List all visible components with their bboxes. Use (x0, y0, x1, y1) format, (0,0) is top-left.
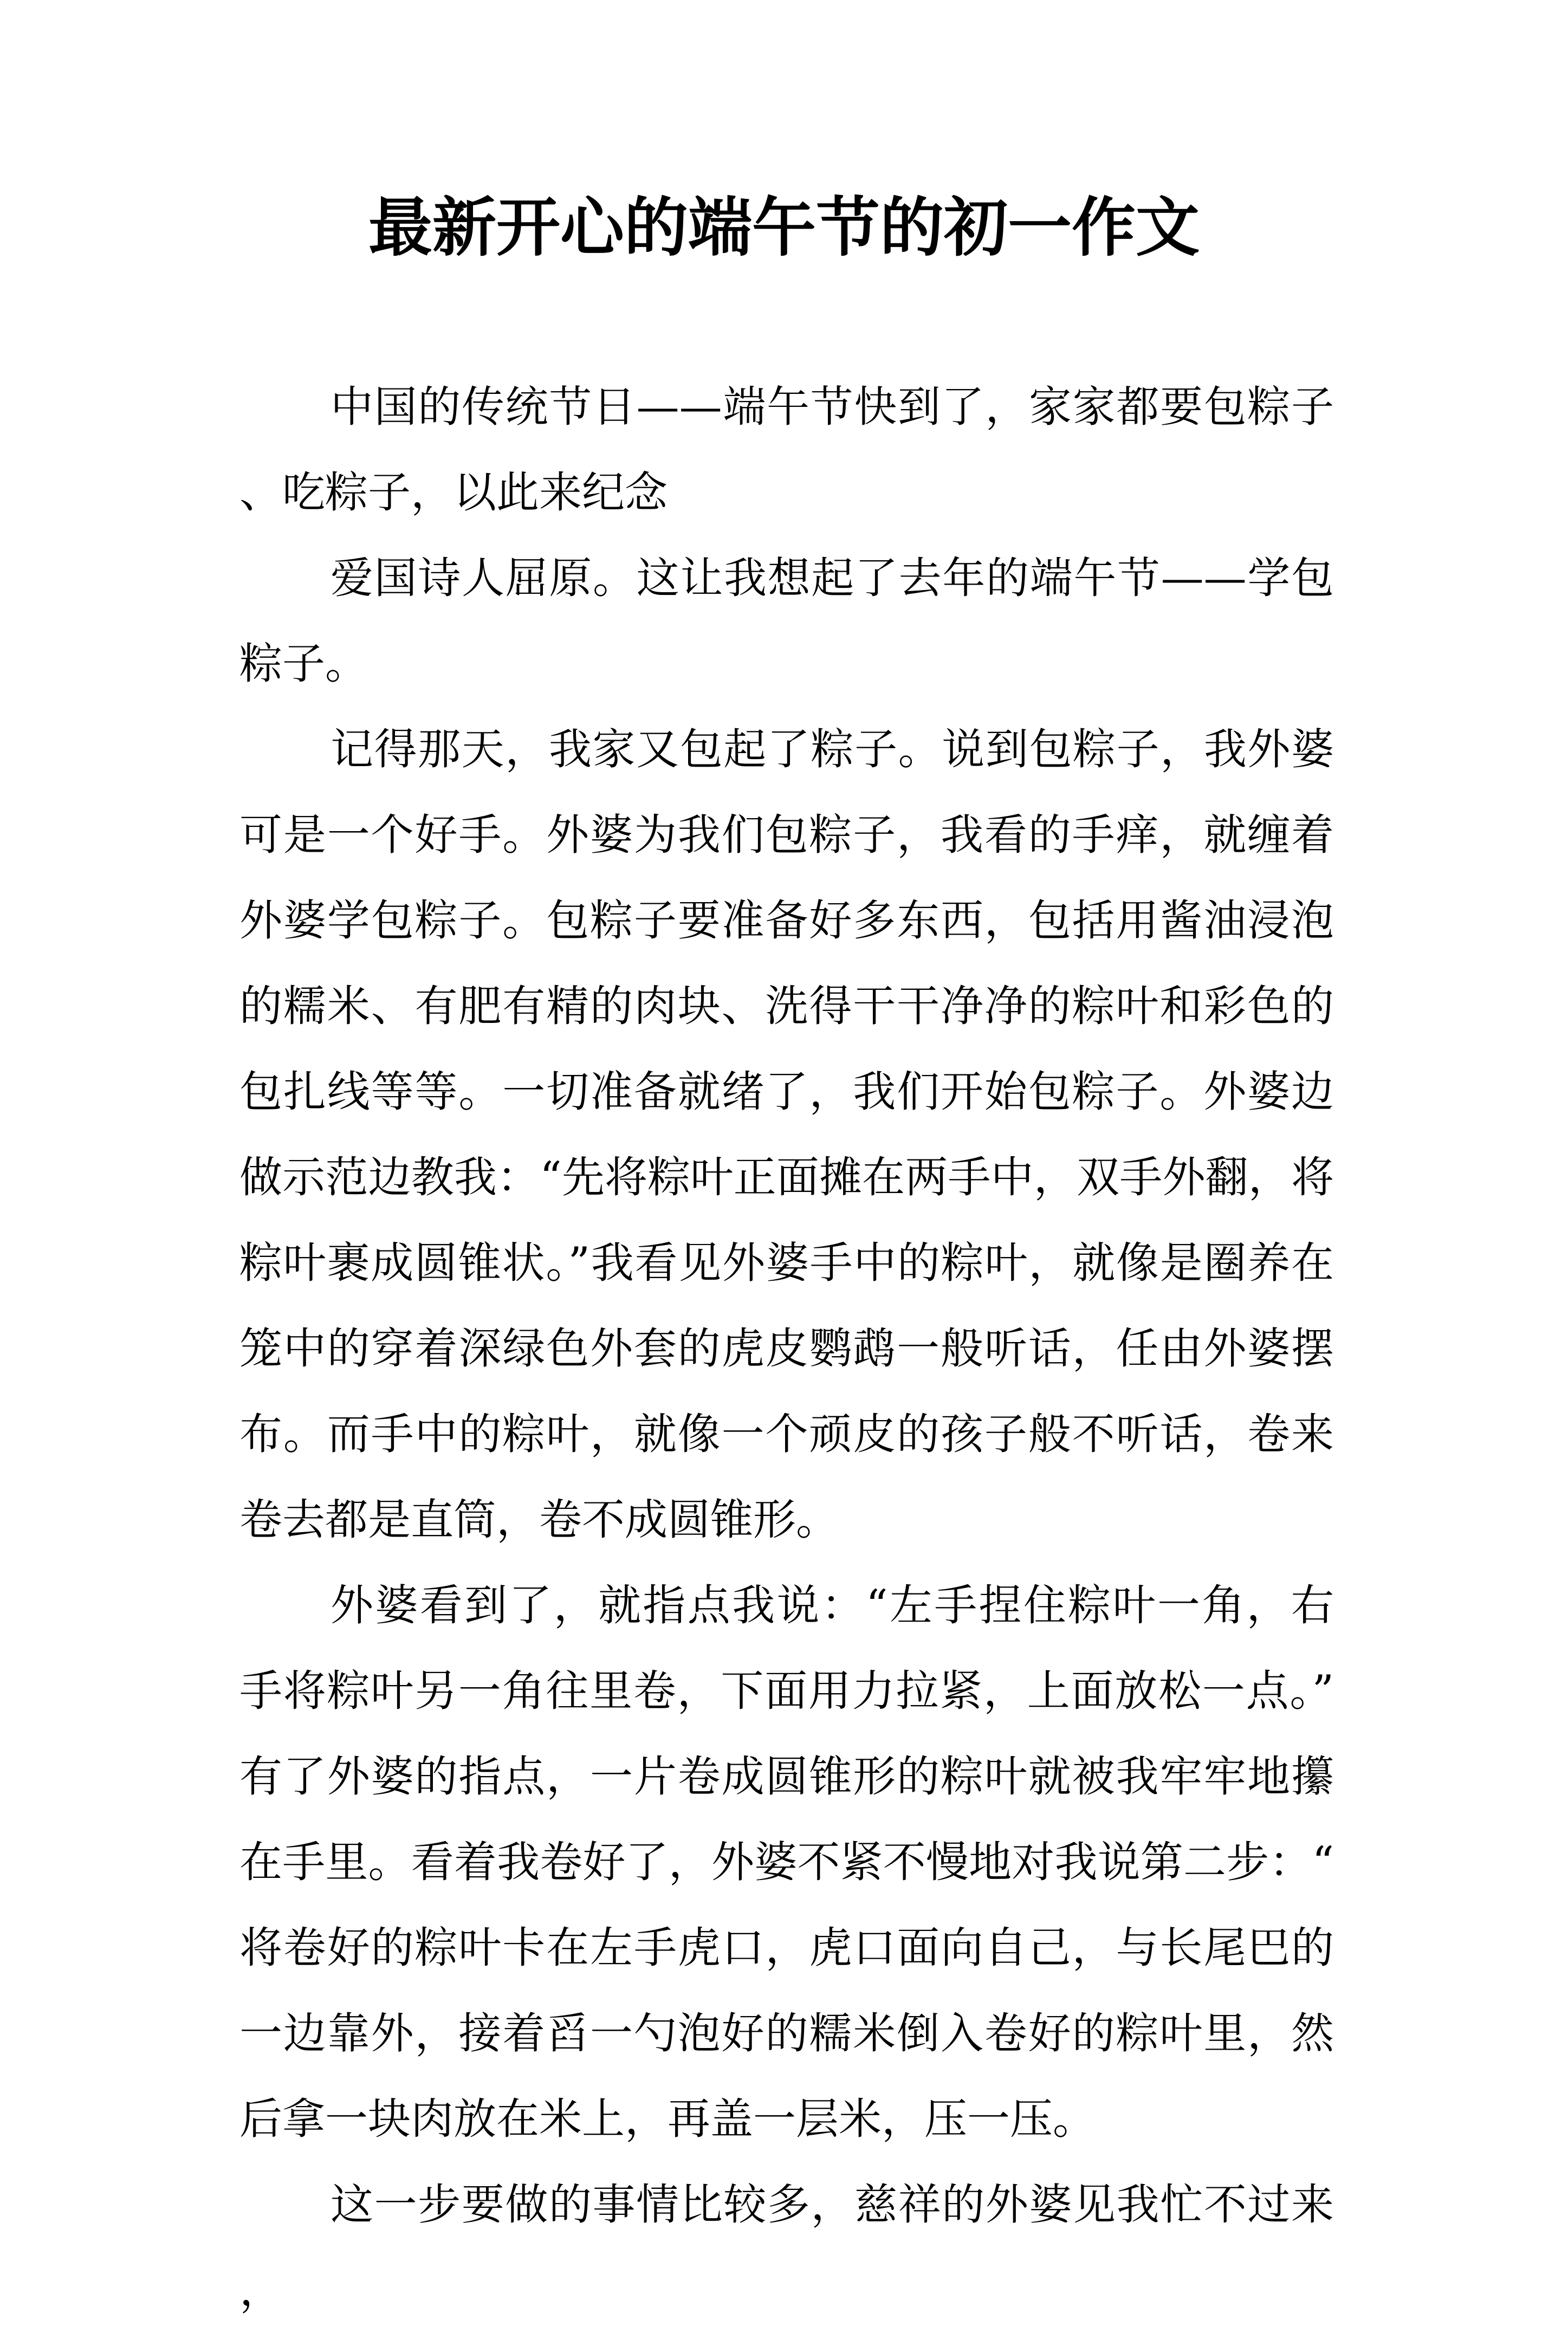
paragraph-4: 外婆看到了，就指点我说：“左手捏住粽叶一角，右手将粽叶另一角往里卷，下面用力拉紧，上面放松一点。”有了外婆的指点，一片卷成圆锥形的粽叶就被我牢牢地攥在手里。看着我卷好了，外婆不紧不慢地对我说第二步：“将卷好的粽叶卡在左手虎口，虎口面向自己，与长尾巴的一边靠外，接着舀一勺泡好的糯米倒入卷好的粽叶里，然后拿一块肉放在米上，再盖一层米，压一压。 (239, 1580, 1334, 2144)
paragraph-1: 中国的传统节日——端午节快到了，家家都要包粽子、吃粽子，以此来纪念 (239, 382, 1334, 517)
paragraph-2: 爱国诗人屈原。这让我想起了去年的端午节——学包粽子。 (239, 553, 1334, 689)
document-title: 最新开心的端午节的初一作文 (368, 190, 1200, 265)
paragraph-3: 记得那天，我家又包起了粽子。说到包粽子，我外婆可是一个好手。外婆为我们包粽子，我看的手痒，就缠着外婆学包粽子。包粽子要准备好多东西，包括用酱油浸泡的糯米、有肥有精的肉块、洗得干干净净的粽叶和彩色的包扎线等等。一切准备就绪了，我们开始包粽子。外婆边做示范边教我：“先将粽叶正面摊在两手中，双手外翻，将粽叶裹成圆锥状。”我看见外婆手中的粽叶，就像是圈养在笼中的穿着深绿色外套的虎皮鹦鹉一般听话，任由外婆摆布。而手中的粽叶，就像一个顽皮的孩子般不听话，卷来卷去都是直筒，卷不成圆锥形。 (239, 724, 1334, 1545)
document-body (239, 364, 1334, 2333)
paragraph-5: 这一步要做的事情比较多，慈祥的外婆见我忙不过来， (239, 2180, 1334, 2315)
